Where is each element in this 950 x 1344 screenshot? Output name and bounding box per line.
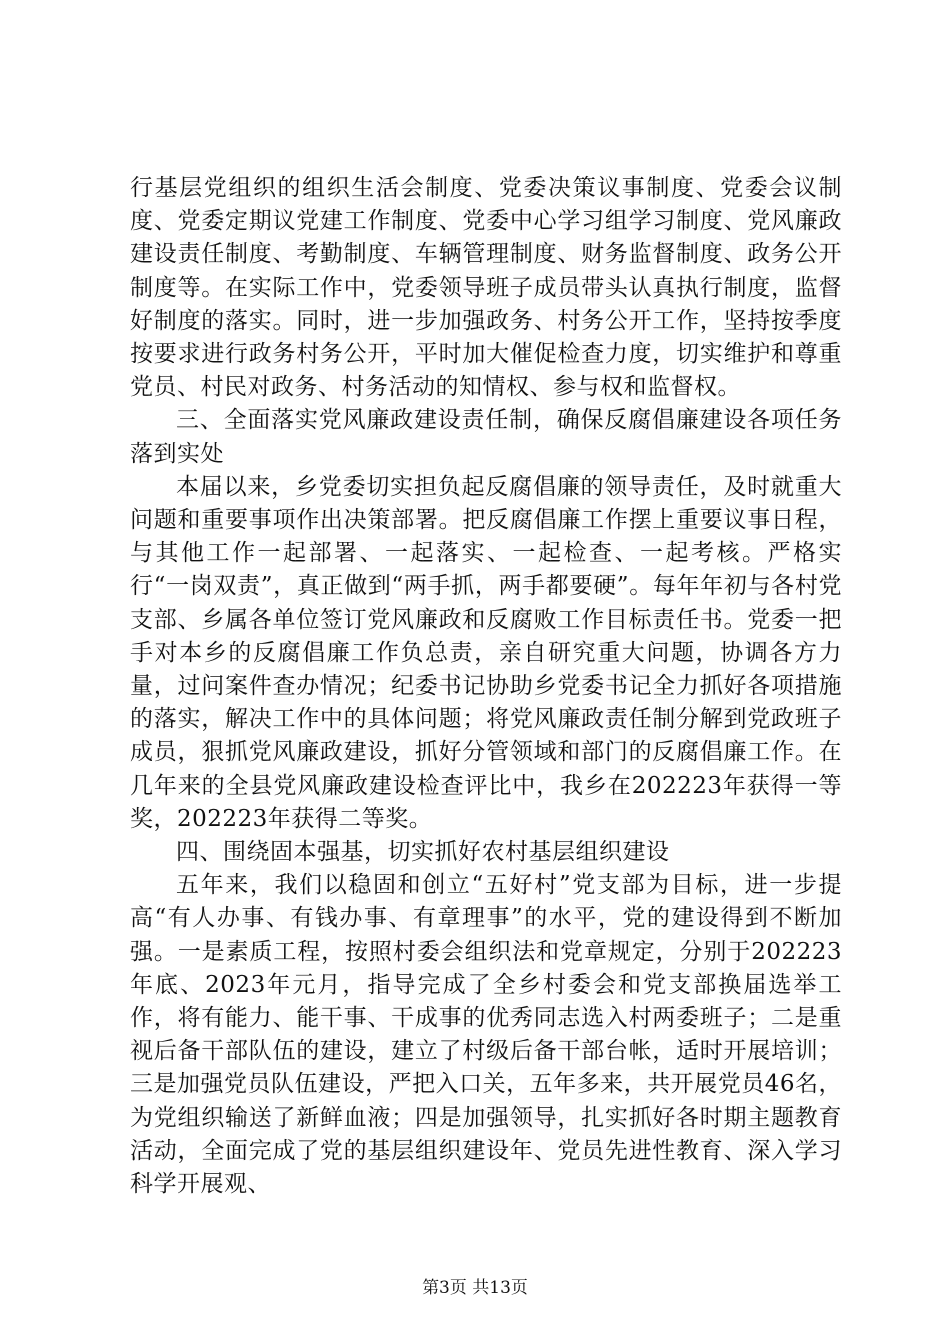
paragraph-continuation: 行基层党组织的组织生活会制度、党委决策议事制度、党委会议制度、党委定期议党建工作制度、党委中心学习组学习制度、党风廉政建设责任制度、考勤制度、车辆管理制度、财务监督制度、政务公开制度等。在实际工作中，党委领导班子成员带头认真执行制度，监督好制度的落实。同时，进一步加强政务、村务公开工作，坚持按季度按要求进行政务村务公开，平时加大催促检查力度，切实维护和尊重党员、村民对政务、村务活动的知情权、参与权和监督权。 — [130, 175, 842, 401]
section-heading-4: 四、围绕固本强基，切实抓好农村基层组织建设 — [176, 839, 670, 866]
page-number-footer: 第3页 共13页 — [422, 1278, 528, 1298]
paragraph-grassroots: 五年来，我们以稳固和创立“五好村”党支部为目标，进一步提高“有人办事、有钱办事、有章理事”的水平，党的建设得到不断加强。一是素质工程，按照村委会组织法和党章规定，分别于202223年底、2023年元月，指导完成了全乡村委会和党支部换届选举工作，将有能力、能干事、干成事的优秀同志选入村两委班子；二是重视后备干部队伍的建设，建立了村级后备干部台帐，适时开展培训；三是加强党员队伍建设，严把入口关，五年多来，共开展党员46名，为党组织输送了新鲜血液；四是加强领导，扎实抓好各时期主题教育活动，全面完成了党的基层组织建设年、党员先进性教育、深入学习科学开展观、 — [130, 872, 842, 1198]
paragraph-anti-corruption: 本届以来，乡党委切实担负起反腐倡廉的领导责任，及时就重大问题和重要事项作出决策部署。把反腐倡廉工作摆上重要议事日程，与其他工作一起部署、一起落实、一起检查、一起考核。严格实行“一岗双责”，真正做到“两手抓，两手都要硬”。每年年初与各村党支部、乡属各单位签订党风廉政和反腐败工作目标责任书。党委一把手对本乡的反腐倡廉工作负总责，亲自研究重大问题，协调各方力量，过问案件查办情况；纪委书记协助乡党委书记全力抓好各项措施的落实，解决工作中的具体问题；将党风廉政责任制分解到党政班子成员，狠抓党风廉政建设，抓好分管领域和部门的反腐倡廉工作。在几年来的全县党风廉政建设检查评比中，我乡在202223年获得一等奖，202223年获得二等奖。 — [130, 473, 842, 832]
section-heading-3: 三、全面落实党风廉政建设责任制，确保反腐倡廉建设各项任务落到实处 — [130, 407, 842, 467]
document-body — [130, 172, 842, 1201]
